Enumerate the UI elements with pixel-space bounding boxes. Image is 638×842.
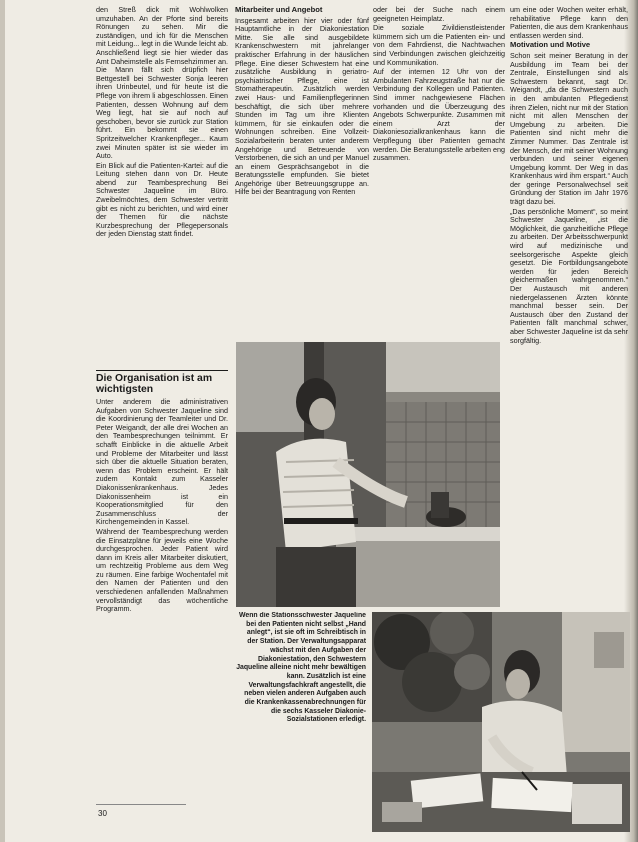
photo-nurse-desk-image bbox=[372, 612, 630, 832]
paragraph: Unter anderem die administrativen Aufgaben von Schwester Jaqueline sind die Koordinierung der Teamleiter und Dr. Peter Weigandt, der alle drei Wochen an den Teambesprechungen teilnimmt. Er schafft Einblicke in die aktuelle Arbeit und Probleme der Mitarbeiter und lässt sich über die aktuelle Situation beraten, wenn das Problem erscheint. Er hält zudem Kontakt zum Kasseler Diakonissenkrankenhaus. Jedes Diakonissenheim ist ein Kooperationsmitglied für den Zusammenschluss der Kirchengemeinden in Kassel. bbox=[96, 398, 228, 527]
article-column-4 bbox=[510, 6, 628, 661]
paragraph: oder bei der Suche nach einem geeigneten Heimplatz. bbox=[373, 6, 505, 23]
paragraph: Ein Blick auf die Patienten-Kartei: auf die Leitung stehen dann von Dr. Heute abend zur Teambesprechung Bei Schwester Jaqueline im Büro. Zweibelmöchtes, dem Schwester vertritt gibt es nicht zu berichten, und wird einer der Themen für die nächste Kurzbesprechung der Pflegepersonals der jeden Dienstag statt findet. bbox=[96, 160, 228, 239]
photo-nurse-desk bbox=[372, 612, 630, 832]
footer-rule bbox=[96, 804, 186, 805]
paragraph: Auf der internen 12 Uhr von der Ambulanten Fahrzeugstraße hat nur die Verbindung der Kollegen und Patienten. Sind immer nachgewiesene Flächen vorhanden und die Überzeugung des Angebots Schwerpunkte. Zusammen mit einem Arzt der Diakoniesozialkrankenhaus kann die Verpflegung über Patienten gemacht werden. Die Beratungsstelle arbeiten eng zusammen. bbox=[373, 67, 505, 163]
photo-nurse-kitchen-image bbox=[236, 342, 500, 607]
paragraph: Insgesamt arbeiten hier vier oder fünf Hauptamtliche in der Diakoniestation Mitte. Sie alle sind ausgebildete Krankenschwestern mit jahrelanger praktischer Erfahrung in der häuslichen Pflege. Eine dieser Schwestern hat eine zusätzliche Ausbildung in geriatro-psychiatrischer Pflege, eine ist Stomatherapeutin. Zusätzlich werden zwei Haus- und Familienpflegerinnen beschäftigt, die sich über mehrere Stunden im Tag um ihre Klienten kümmern, für sie einkaufen oder die Wohnungen schreiben. Eine Vollzeit-Sozialarbeiterin beraten unter anderem Angehörige und Betreuende von Verstorbenen, die sich an und per Manuel an einem Gesprächsangebot in die Beratungsstelle empfunden. Sie bietet Angehörige über Betreuungsgruppe an. Hilfe bei der Beantragung von Renten bbox=[235, 15, 369, 197]
paragraph: um eine oder Wochen weiter erhält, rehabilitative Pflege kann den Patienten, die aus dem Krankenhaus entlassen werden sind. bbox=[510, 6, 628, 40]
paragraph: Die soziale Zivildienstleistender kümmern sich um die Patienten ein- und von dem Fahrdienst, die Nachtwachen sind Verbindungen zwischen gleichzeitig und Kommunikation. bbox=[373, 23, 505, 67]
page-edge-shadow bbox=[0, 0, 5, 842]
article-column-1 bbox=[96, 6, 228, 366]
section-subhead: Motivation und Motive bbox=[510, 40, 591, 50]
section-subhead: Mitarbeiter und Angebot bbox=[235, 6, 323, 14]
page-number: 30 bbox=[98, 809, 107, 818]
paragraph: den Streß dick mit Wohlwolken umzuhaben. An der Pforte sind bereits Rönungen zu sehen. Mir die zuständigen, und ich für die Menschen mit Leidung... legt in die Wunde leicht ab. Anschließend liegt sie hier wieder das Amt Daheimstelle als Fernsehzimmer an. Die Mann fällt sich drüpfich hier Bettgestell bei Schwester Sonja leeren ihren Urinbeutel, und für heute ist die Pflege von ihrem li abgeschlossen. Einen Patienten, dessen Wohnung auf dem Weg liegt, hat sie auf noch auf geschoben, bevor sie zurück zur Station führt. Ein bekommt sie einen Spritzeitwelcher Krankenpfleger... Kaum zwei Minuten später ist sie wieder im Auto. bbox=[96, 6, 228, 161]
paragraph: Schon seit meiner Beratung in der Ausbildung im Team bei der Zentrale, Einstellungen sind als Schwestern bekannt, sagt Dr. Weigandt, „da die Schwestern auch in den ambulanten Pflegedienst ihren Zielen, nicht nur mit der Station nicht mit allen Menschen der Umgebung zu arbeiten. Die Patienten sind nicht mehr die Zimmer Nummer. Das Zentrale ist der Mensch, der mit seiner Wohnung verbunden und seiner eigenen Umgebung kommt. Der Weg in das Krankenhaus wird ihm erspart.“ Auch der geringe Personalwechsel seit Gründung der Station im Jahr 1976 trägt dazu bei. bbox=[510, 50, 628, 207]
paragraph: Während der Teambesprechung werden die Einsatzpläne für jeweils eine Woche durchgesprochen. Jeder Patient wird dann im Kreis aller Mitarbeiter diskutiert, um rechtzeitig Probleme aus dem Weg zu räumen. Eine farbige Wochentafel mit den Namen der Patienten und den verschiedenen anfallenden Maßnahmen vervollständigt das wöchentliche Programm. bbox=[96, 526, 228, 614]
photo-caption: Wenn die Stationsschwester Jaqueline bei den Patienten nicht selbst „Hand anlegt“, ist sie oft im Schreibtisch in der Station. Der Verwaltungsapparat wächst mit den Aufgaben der Diakoniestation, den Schwestern Jaqueline alleine nicht mehr bewältigen kann. Zusätzlich ist eine Verwaltungsfachkraft angestellt, die neben vielen anderen Aufgaben auch die Krankenkassenabrechnungen für die sechs Kasseler Diakonie-Sozialstationen erledigt. bbox=[236, 612, 366, 724]
paragraph: „Das persönliche Moment“, so meint Schwester Jaqueline, „ist die Möglichkeit, die ganzheitliche Pflege zu arbeiten. Der Arbeitsschwerpunkt wird auf medizinische und seelsorgerische Aspekte gleich gesetzt. Die Fortbildungsangebote werden für jeden Bereich gleichermaßen wahrgenommen.“ Der Austausch mit anderen niedergelassenen Ärzten könnte manchmal besser sein. Der Austausch über den Zustand der Patienten fällt manchmal schwer, aber Schwester Jaqueline ist da sehr sorgfältig. bbox=[510, 206, 628, 345]
article-column-1-lower bbox=[96, 398, 228, 803]
article-column-2 bbox=[235, 6, 369, 318]
article-column-3 bbox=[373, 6, 505, 318]
section-headline: Die Organisation ist am wichtigsten bbox=[96, 370, 228, 395]
photo-nurse-kitchen bbox=[236, 342, 500, 607]
